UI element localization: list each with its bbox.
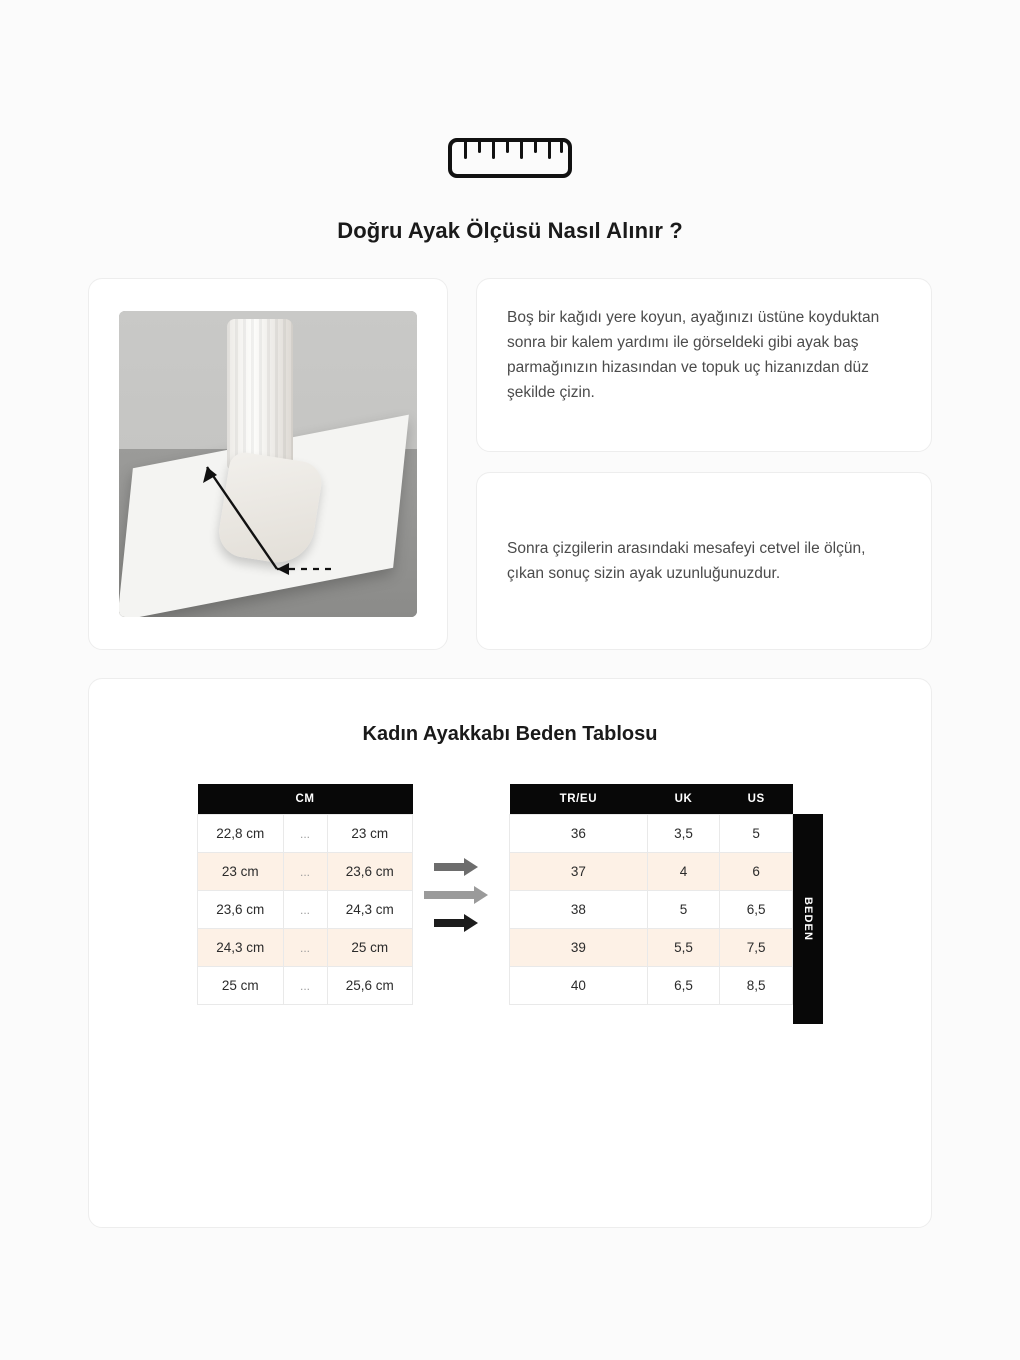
arrow-right-icon [434, 858, 488, 876]
size-header-us: US [720, 784, 793, 815]
table-row [510, 891, 793, 929]
size-us: 7,5 [720, 929, 793, 967]
measure-arrow-icon [189, 461, 339, 581]
instruction-step-2-text: Sonra çizgilerin arasındaki mesafeyi cetvel ile ölçün, çıkan sonuç sizin ayak uzunluğunuzdur. [507, 539, 866, 582]
size-tr-eu: 40 [510, 967, 648, 1005]
table-row [198, 891, 413, 929]
photo-sock [227, 319, 293, 469]
size-tr-eu: 38 [510, 891, 648, 929]
cm-from: 25 cm [198, 967, 284, 1005]
table-row [198, 929, 413, 967]
instruction-texts [476, 278, 932, 650]
size-tables [89, 784, 931, 1024]
cm-sep: ... [283, 929, 327, 967]
cm-to: 25 cm [327, 929, 413, 967]
cm-to: 24,3 cm [327, 891, 413, 929]
cm-sep: ... [283, 967, 327, 1005]
foot-measure-photo [119, 311, 417, 617]
cm-to: 23 cm [327, 815, 413, 853]
cm-to: 23,6 cm [327, 853, 413, 891]
instruction-step-1: Boş bir kağıdı yere koyun, ayağınızı üstüne koyduktan sonra bir kalem yardımı ile görseldeki gibi ayak baş parmağınızın hizasından ve topuk uç hizanızdan düz şekilde çizin. [476, 278, 932, 452]
size-uk: 5 [647, 891, 720, 929]
table-row [198, 967, 413, 1005]
cm-to: 25,6 cm [327, 967, 413, 1005]
size-header-uk: UK [647, 784, 720, 815]
size-tr-eu: 37 [510, 853, 648, 891]
arrow-right-icon [434, 914, 488, 932]
beden-side-label-text: BEDEN [802, 896, 814, 941]
cm-from: 23,6 cm [198, 891, 284, 929]
size-us: 8,5 [720, 967, 793, 1005]
size-us: 6,5 [720, 891, 793, 929]
photo-card [88, 278, 448, 650]
size-uk: 3,5 [647, 815, 720, 853]
table-row [510, 815, 793, 853]
cm-sep: ... [283, 853, 327, 891]
size-uk: 6,5 [647, 967, 720, 1005]
instructions-row [88, 278, 932, 650]
table-row [510, 929, 793, 967]
size-tr-eu: 36 [510, 815, 648, 853]
page-title: Doğru Ayak Ölçüsü Nasıl Alınır ? [337, 218, 683, 243]
table-row [510, 853, 793, 891]
size-header-tr-eu: TR/EU [510, 784, 648, 815]
size-tr-eu: 39 [510, 929, 648, 967]
beden-side-label [793, 814, 823, 1024]
cm-table-header: CM [198, 784, 413, 815]
ruler-icon-wrap [0, 138, 1020, 178]
cm-sep: ... [283, 815, 327, 853]
table-row [198, 853, 413, 891]
size-table-title: Kadın Ayakkabı Beden Tablosu [362, 723, 658, 745]
cm-from: 23 cm [198, 853, 284, 891]
cm-from: 24,3 cm [198, 929, 284, 967]
size-table-card [88, 678, 932, 1228]
ruler-icon [448, 138, 572, 178]
size-conversion-table [509, 784, 793, 1005]
table-row [198, 815, 413, 853]
cm-from: 22,8 cm [198, 815, 284, 853]
cm-table [197, 784, 413, 1005]
instruction-step-2 [476, 472, 932, 650]
cm-sep: ... [283, 891, 327, 929]
table-row [510, 967, 793, 1005]
size-uk: 5,5 [647, 929, 720, 967]
arrow-right-icon [424, 886, 498, 904]
conversion-arrows [413, 784, 509, 932]
size-us: 5 [720, 815, 793, 853]
size-uk: 4 [647, 853, 720, 891]
size-us: 6 [720, 853, 793, 891]
